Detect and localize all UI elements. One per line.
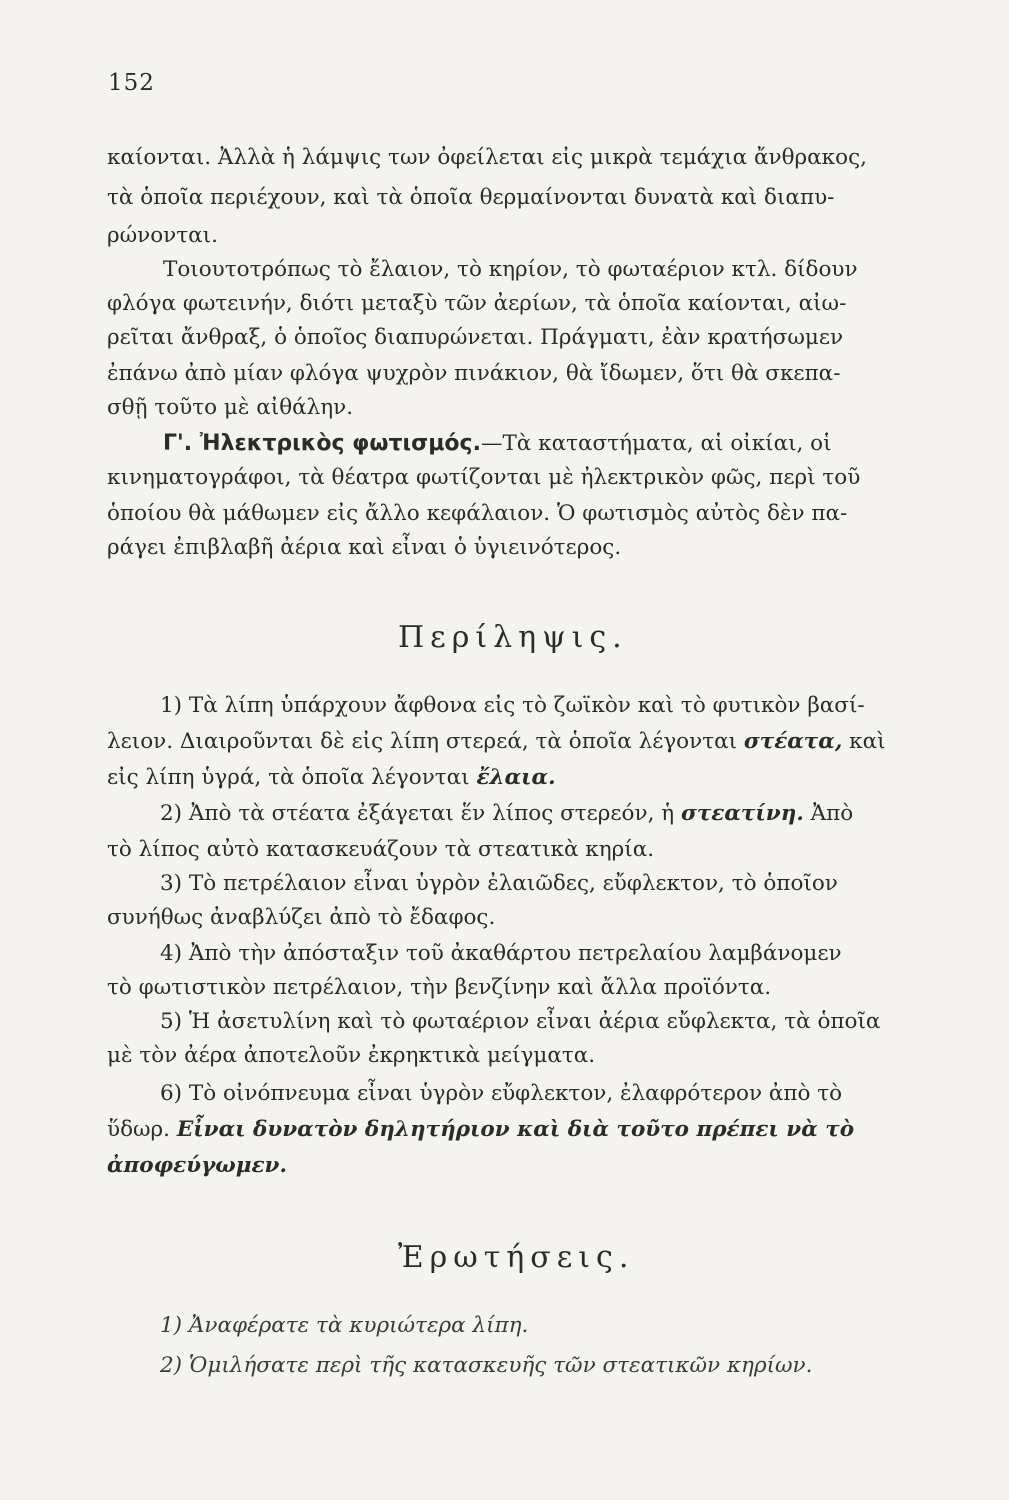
section-g-line-3: ὁποίου θὰ μάθωμεν εἰς ἄλλο κεφάλαιον. Ὁ φωτισμὸς αὐτὸς δὲν πα- xyxy=(107,501,848,526)
summary-item-2-text: 2) Ἀπὸ τὰ στέατα ἐξάγεται ἕν λίπος στερεόν, ἡ xyxy=(160,801,681,826)
paragraph-1-line-3: ρώνονται. xyxy=(107,223,218,248)
summary-item-3-line-1: 3) Τὸ πετρέλαιον εἶναι ὑγρὸν ἐλαιῶδες, εὔφλεκτον, τὸ ὁποῖον xyxy=(160,871,838,896)
summary-item-6-emphasis-end: ἀποφεύγωμεν. xyxy=(107,1153,287,1178)
summary-item-1-line-2 xyxy=(107,728,886,756)
summary-item-1-text: λειον. Διαιροῦνται δὲ εἰς λίπη στερεά, τὰ ὁποῖα λέγονται xyxy=(107,729,744,754)
questions-heading: Ἐρωτήσεις. xyxy=(398,1240,635,1275)
question-1: 1) Ἀναφέρατε τὰ κυριώτερα λίπη. xyxy=(160,1313,529,1338)
summary-item-2-text-end: Ἀπὸ xyxy=(803,801,854,826)
paragraph-2-line-3: ρεῖται ἄνθραξ, ὁ ὁποῖος διαπυρώνεται. Πράγματι, ἐὰν κρατήσωμεν xyxy=(107,325,844,350)
term-stearine: στεατίνη. xyxy=(680,801,804,826)
summary-item-1-line-1: 1) Τὰ λίπη ὑπάρχουν ἄφθονα εἰς τὸ ζωϊκὸν καὶ τὸ φυτικὸν βασί- xyxy=(160,693,865,718)
summary-item-5-line-1: 5) Ἡ ἀσετυλίνη καὶ τὸ φωταέριον εἶναι ἀέρια εὔφλεκτα, τὰ ὁποῖα xyxy=(160,1009,881,1034)
page-number: 152 xyxy=(108,70,155,96)
summary-item-6-line-3 xyxy=(107,1152,287,1180)
summary-item-2-line-2: τὸ λίπος αὐτὸ κατασκευάζουν τὰ στεατικὰ κηρία. xyxy=(107,837,655,862)
paragraph-1-line-2: τὰ ὁποῖα περιέχουν, καὶ τὰ ὁποῖα θερμαίνονται δυνατὰ καὶ διαπυ- xyxy=(107,185,835,210)
term-steata: στέατα, xyxy=(743,729,843,754)
summary-item-6-emphasis: Εἶναι δυνατὸν δηλητήριον καὶ διὰ τοῦτο πρέπει νὰ τὸ xyxy=(176,1117,855,1142)
paragraph-2-line-2: φλόγα φωτεινήν, διότι μεταξὺ τῶν ἀερίων, τὰ ὁποῖα καίονται, αἰω- xyxy=(107,291,847,316)
summary-item-4-line-2: τὸ φωτιστικὸν πετρέλαιον, τὴν βενζίνην καὶ ἄλλα προϊόντα. xyxy=(107,975,772,1000)
section-g-heading: Γ'. Ἠλεκτρικὸς φωτισμός. xyxy=(163,431,481,456)
summary-item-5-line-2: μὲ τὸν ἀέρα ἀποτελοῦν ἐκρηκτικὰ μείγματα. xyxy=(107,1043,596,1068)
summary-item-6-line-2 xyxy=(107,1116,854,1144)
summary-item-1-line-3 xyxy=(107,764,556,792)
summary-item-6-text: ὕδωρ. xyxy=(107,1117,177,1142)
section-g-line-1 xyxy=(163,430,832,458)
summary-item-1-text-end: καὶ xyxy=(842,729,886,754)
summary-heading: Περίληψις. xyxy=(398,620,628,655)
paragraph-2-line-1: Τοιουτοτρόπως τὸ ἔλαιον, τὸ κηρίον, τὸ φωταέριον κτλ. δίδουν xyxy=(163,257,858,282)
section-g-line-1-text: —Τὰ καταστήματα, αἱ οἰκίαι, οἱ xyxy=(480,431,832,456)
summary-item-4-line-1: 4) Ἀπὸ τὴν ἀπόσταξιν τοῦ ἀκαθάρτου πετρελαίου λαμβάνομεν xyxy=(160,941,842,966)
question-2: 2) Ὁμιλήσατε περὶ τῆς κατασκευῆς τῶν στεατικῶν κηρίων. xyxy=(160,1353,813,1378)
summary-item-6-line-1: 6) Τὸ οἰνόπνευμα εἶναι ὑγρὸν εὔφλεκτον, ἐλαφρότερον ἀπὸ τὸ xyxy=(160,1081,843,1106)
summary-item-3-line-2: συνήθως ἀναβλύζει ἀπὸ τὸ ἔδαφος. xyxy=(107,905,496,930)
paragraph-2-line-4: ἐπάνω ἀπὸ μίαν φλόγα ψυχρὸν πινάκιον, θὰ ἴδωμεν, ὅτι θὰ σκεπα- xyxy=(107,361,841,386)
summary-item-2-line-1 xyxy=(160,800,853,828)
section-g-line-2: κινηματογράφοι, τὰ θέατρα φωτίζονται μὲ ἠλεκτρικὸν φῶς, περὶ τοῦ xyxy=(107,465,861,490)
term-elaia: ἔλαια. xyxy=(476,765,556,790)
paragraph-1-line-1: καίονται. Ἀλλὰ ἡ λάμψις των ὀφείλεται εἰς μικρὰ τεμάχια ἄνθρακος, xyxy=(107,145,867,170)
summary-item-1-line-3-text: εἰς λίπη ὑγρά, τὰ ὁποῖα λέγονται xyxy=(107,765,477,790)
section-g-line-4: ράγει ἐπιβλαβῆ ἀέρια καὶ εἶναι ὁ ὑγιεινότερος. xyxy=(107,535,622,560)
paragraph-2-line-5: σθῇ τοῦτο μὲ αἰθάλην. xyxy=(107,395,354,420)
